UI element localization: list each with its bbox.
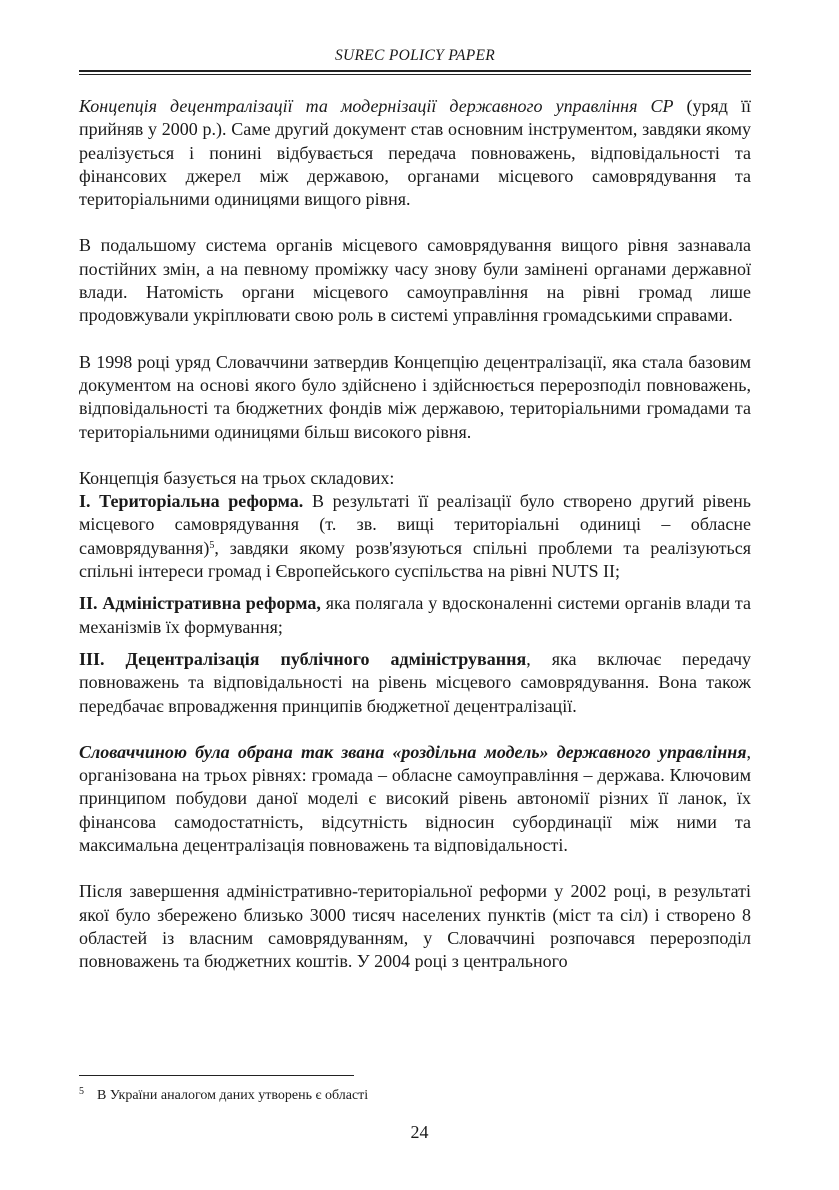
item-text: В результаті її реалізації було створено другий рівень місцевого самоврядування (т. зв. вищі територіальні одиниці – обласне самоврядування): [79, 491, 752, 558]
item-heading: I. Територіальна реформа.: [79, 491, 304, 512]
paragraph-text: , організована на трьох рівнях: громада – обласне самоуправління – держава. Ключовим принципом побудови даної моделі є високий рівень автономії різних її ланок, їх фінансова самодостатність, відсутність відносин субординації між ними та максимальна децентралізація повноважень та відповідальності.: [79, 741, 751, 856]
list-item-administrative-reform: [79, 592, 751, 639]
footnote-rule: [79, 1075, 354, 1076]
footnote: [79, 1086, 368, 1104]
header-rule-thin: [79, 74, 751, 75]
item-heading: II. Адміністративна реформа,: [79, 593, 321, 614]
model-title-bold-italic: Словаччиною була обрана так звана «роздільна модель» державного управління: [79, 741, 747, 762]
item-text: , яка включає передачу повноважень та відповідальності на рівень місцевого самоврядування. Вона також передбачає впровадження принципів бюджетної децентралізації.: [79, 648, 751, 716]
item-text: яка полягала у вдосконаленні системи органів влади та механізмів їх формування;: [79, 593, 751, 637]
paragraph-after-reform: Після завершення адміністративно-територіальної реформи у 2002 році, в результаті якої було збережено близько 3000 тисяч населених пунктів (міст та сіл) і створено 8 областей із власним самоврядуванням, у Словаччині розпочався перерозподіл повноважень та бюджетних коштів. У 2004 році з центрального: [79, 881, 751, 972]
item-heading: III. Децентралізація публічного адміністрування: [79, 648, 527, 669]
paragraph-text: (уряд її прийняв у 2000 р.). Саме другий документ став основним інструментом, завдяки якому реалізується і понині відбувається передача повноважень, відповідальності та фінансових джерел між державою, органами місцевого самоврядування та територіальними одиницями вищого рівня.: [79, 96, 751, 210]
footnote-reference[interactable]: 5: [209, 539, 215, 551]
running-header: SUREC POLICY PAPER: [334, 47, 496, 64]
footnote-number: 5: [79, 1086, 84, 1097]
paragraph-concept-modernization: [79, 95, 751, 211]
list-item-decentralization: [79, 648, 751, 718]
paragraph-separate-model: [79, 741, 751, 857]
header-rule-thick: [79, 70, 751, 72]
paragraph-1998-concept: В 1998 році уряд Словаччини затвердив Концепцію децентралізації, яка стала базовим документом на основі якого було здійснено і здійснюється перерозподіл повноважень, відповідальності та бюджетних фондів між державою, територіальними громадами та територіальними одиницями більш високого рівня.: [79, 351, 751, 442]
paragraph-system-changes: В подальшому система органів місцевого самоврядування вищого рівня зазнавала постійних змін, а на певному проміжку часу знову були замінені органами державної влади. Натомість органи місцевого самоуправління на рівні громад лише продовжували укріплювати свою роль в системі управління громадськими справами.: [79, 235, 751, 326]
page-number: 24: [410, 1122, 429, 1142]
concept-title-italic: Концепція децентралізації та модернізації державного управління СР: [79, 96, 674, 116]
footnote-text: В України аналогом даних утворень є області: [97, 1088, 369, 1103]
body-text: [79, 95, 751, 974]
item-text: , завдяки якому розв'язуються спільні проблеми та реалізуються спільні інтереси громад і Європейського суспільства на рівні NUTS II;: [79, 537, 751, 582]
paragraph-three-components-intro: Концепція базується на трьох складових:: [79, 467, 395, 488]
list-item-territorial-reform: [79, 490, 751, 583]
